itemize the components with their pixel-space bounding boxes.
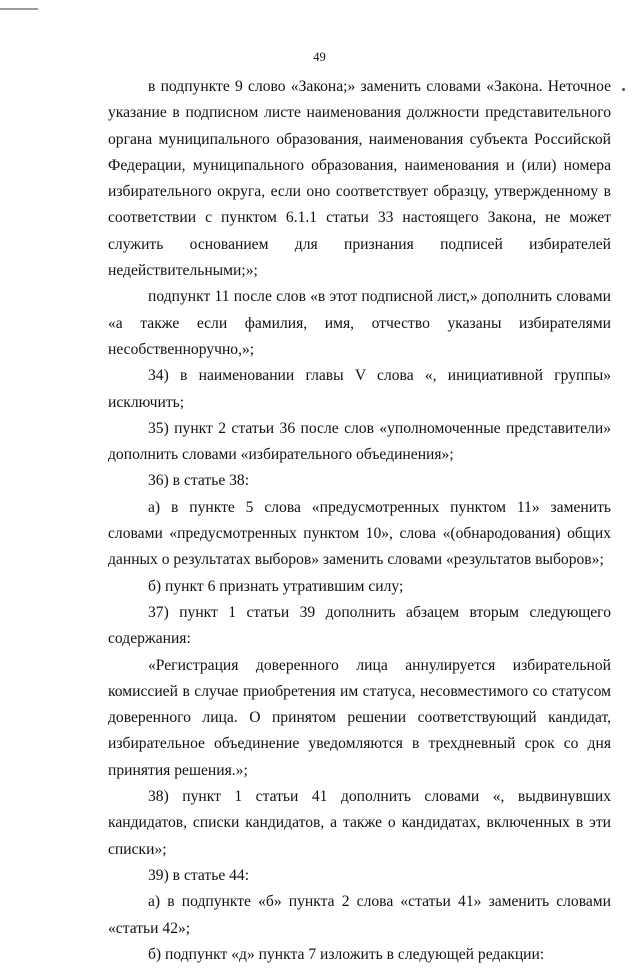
paragraph: в подпункте 9 слово «Закона;» заменить словами «Закона. Неточное указание в подписном листе наименования должности представительного органа муниципального образования, наименования субъекта Российской Федерации, муниципального образования, наименования и (или) номера избирательного округа, если оно соответствует образцу, утвержденному в соответствии с пунктом 6.1.1 статьи 33 настоящего Закона, не может служить основанием для признания подписей избирателей недействительными;»;: [108, 78, 611, 280]
paragraph: 35) пункт 2 статьи 36 после слов «уполномоченные представители» дополнить словами «избирательного объединения»;: [108, 419, 611, 464]
paragraph: а) в пункте 5 слова «предусмотренных пунктом 11» заменить словами «предусмотренных пунктом 10», слова «(обнародования) общих данных о результатах выборов» заменить словами «результатов выборов»;: [108, 498, 611, 569]
paragraph: «Регистрация доверенного лица аннулируется избирательной комиссией в случае приобретения им статуса, несовместимого со статусом доверенного лица. О принятом решении соответствующий кандидат, избирательное объединение уведомляются в трехдневный срок со дня принятия решения.»;: [108, 656, 611, 779]
paragraph: подпункт 11 после слов «в этот подписной лист,» дополнить словами «а также если фамилия, имя, отчество указаны избирателями несобственноручно,»;: [108, 288, 611, 358]
paragraph: 39) в статье 44:: [148, 866, 250, 884]
scan-speck: [622, 88, 625, 91]
paragraph: 34) в наименовании главы V слова «, инициативной группы» исключить;: [108, 367, 611, 411]
paragraph: б) подпункт «д» пункта 7 изложить в следующей редакции:: [148, 945, 545, 963]
paragraph: 37) пункт 1 статьи 39 дополнить абзацем вторым следующего содержания:: [108, 603, 611, 648]
paragraph: а) в подпункте «б» пункта 2 слова «статьи 41» заменить словами «статьи 42»;: [108, 893, 611, 937]
paragraph: 38) пункт 1 статьи 41 дополнить словами «, выдвинувших кандидатов, списки кандидатов, а также о кандидатах, включенных в эти списки»;: [108, 788, 611, 858]
paragraph: б) пункт 6 признать утратившим силу;: [148, 577, 404, 595]
document-body: [108, 74, 611, 968]
page-number: 49: [313, 50, 326, 64]
scan-edge-mark: [0, 8, 38, 10]
paragraph: 36) в статье 38:: [148, 472, 250, 490]
